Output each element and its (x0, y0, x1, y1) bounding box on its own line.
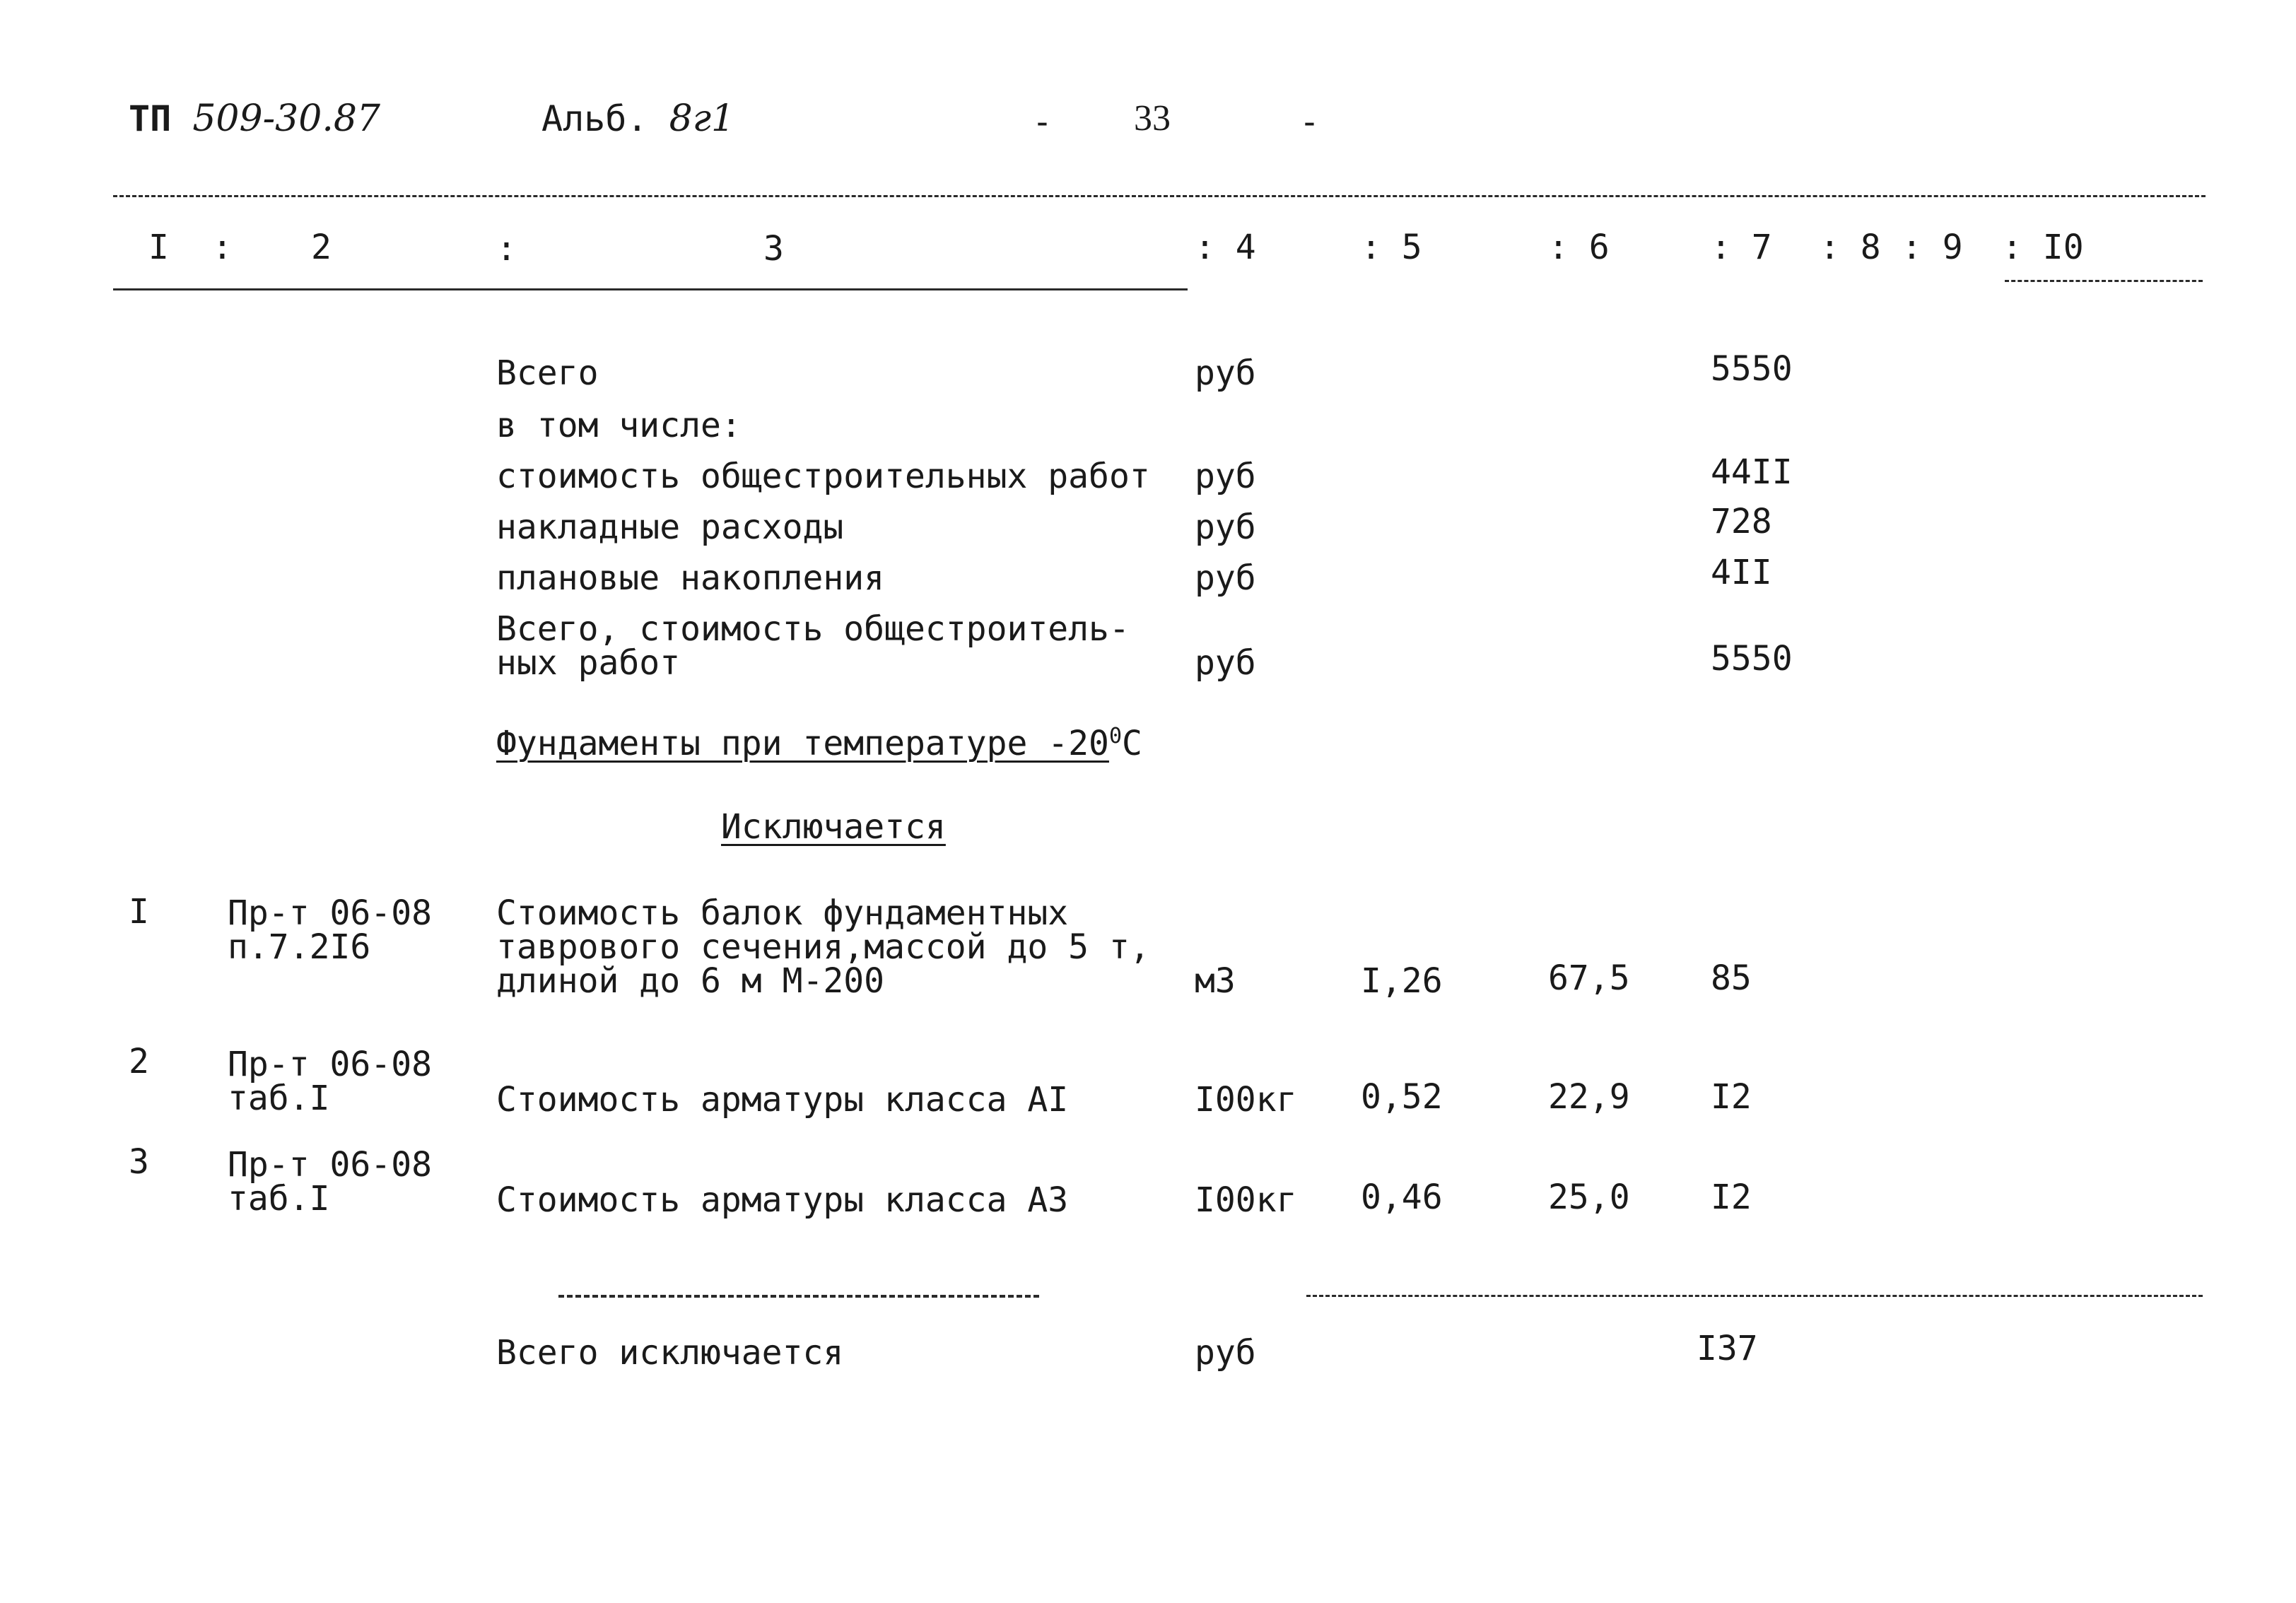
page-number: 33 (1134, 98, 1171, 139)
col-header-7: : 7 (1711, 228, 1772, 267)
album-label: Альб. (541, 98, 648, 139)
total-label: Всего (496, 353, 599, 393)
code-handwritten: 509-30.87 (192, 98, 381, 140)
summary-row-2-value: 728 (1711, 502, 1772, 541)
item-2-unit: I00кг (1195, 1080, 1297, 1120)
footer-value: I37 (1697, 1329, 1758, 1368)
item-1-unit: м3 (1195, 961, 1236, 1001)
col-header-sep-1: : (212, 228, 233, 267)
item-2-code (228, 1045, 432, 1118)
header-dash-left: - (1032, 102, 1053, 142)
col-header-4: : 4 (1195, 228, 1256, 267)
item-2-code-line-2: таб.I (228, 1079, 330, 1118)
item-2-code-line-1: Пр-т 06-08 (228, 1045, 432, 1084)
item-2-total: I2 (1711, 1077, 1752, 1117)
header-bottom-rule-left (113, 288, 1188, 290)
item-1-desc-line-2: таврового сечения,массой до 5 т, (496, 927, 1150, 967)
summary-row-2-label: накладные расходы (496, 507, 844, 547)
album-handwritten: 8г1 (669, 98, 735, 140)
total2-value: 5550 (1711, 639, 1793, 679)
item-1-desc (496, 893, 1150, 1001)
col-header-1: I (148, 228, 169, 267)
item-1-total: 85 (1711, 958, 1752, 998)
item-1-desc-line-3: длиной до 6 м М-200 (496, 961, 885, 1001)
total-unit: руб (1195, 353, 1256, 393)
item-1-code-line-2: п.7.2I6 (228, 927, 371, 967)
footer-rule-right (1306, 1295, 2203, 1297)
item-3-unit: I00кг (1195, 1180, 1297, 1220)
item-2-desc: Стоимость арматуры класса AI (496, 1080, 1069, 1120)
col-header-8: : 8 (1820, 228, 1881, 267)
total2-label (496, 609, 1130, 683)
total2-line-1: Всего, стоимость общестроитель- (496, 609, 1130, 649)
col-header-10: : I0 (2002, 228, 2084, 267)
item-3-code-line-2: таб.I (228, 1179, 330, 1219)
item-3-code (228, 1145, 432, 1219)
col-header-3: 3 (763, 229, 784, 269)
item-3-qty: 0,46 (1361, 1178, 1443, 1217)
item-3-desc: Стоимость арматуры класса A3 (496, 1180, 1069, 1220)
summary-row-3-label: плановые накопления (496, 558, 885, 598)
total2-line-2: ных работ (496, 643, 681, 683)
section-subtitle: Исключается (721, 807, 946, 847)
item-2-price: 22,9 (1548, 1077, 1630, 1117)
item-3-price: 25,0 (1548, 1178, 1630, 1217)
total-value: 5550 (1711, 349, 1793, 389)
summary-row-3-unit: руб (1195, 558, 1256, 598)
section-title-sup: 0 (1108, 724, 1123, 748)
col-header-sep-2: : (496, 229, 517, 269)
summary-row-1-value: 44II (1711, 452, 1793, 492)
col-header-5: : 5 (1361, 228, 1422, 267)
item-1-num: I (129, 892, 149, 932)
item-3-num: 3 (129, 1142, 149, 1182)
item-2-num: 2 (129, 1042, 149, 1081)
item-1-code-line-1: Пр-т 06-08 (228, 893, 432, 933)
summary-row-1-unit: руб (1195, 457, 1256, 496)
total2-unit: руб (1195, 643, 1256, 683)
item-1-code (228, 893, 432, 967)
footer-label: Всего исключается (496, 1333, 844, 1373)
section-title-tail: С (1122, 724, 1142, 763)
footer-rule-left (558, 1295, 1039, 1298)
header-dash-right: - (1299, 102, 1320, 142)
footer-unit: руб (1195, 1333, 1256, 1373)
item-3-code-line-1: Пр-т 06-08 (228, 1145, 432, 1185)
top-rule (113, 195, 2206, 197)
summary-row-2-unit: руб (1195, 507, 1256, 547)
col-header-2: 2 (311, 228, 332, 267)
summary-row-1-label: стоимость общестроительных работ (496, 457, 1150, 496)
header-bottom-rule-right (2005, 280, 2203, 282)
summary-row-3-value: 4II (1711, 553, 1772, 592)
item-1-qty: I,26 (1361, 961, 1443, 1001)
section-title-main: Фундаменты при температуре -20 (496, 724, 1109, 763)
including-label: в том числе: (496, 406, 742, 445)
col-header-6: : 6 (1548, 228, 1610, 267)
header-album (541, 99, 734, 139)
header-code (129, 99, 380, 139)
item-2-qty: 0,52 (1361, 1077, 1443, 1117)
item-3-total: I2 (1711, 1178, 1752, 1217)
item-1-desc-line-1: Стоимость балок фундаментных (496, 893, 1069, 933)
col-header-9: : 9 (1902, 228, 1963, 267)
item-1-price: 67,5 (1548, 958, 1630, 998)
section-title (496, 724, 1142, 763)
code-prefix: ТП (129, 98, 172, 139)
